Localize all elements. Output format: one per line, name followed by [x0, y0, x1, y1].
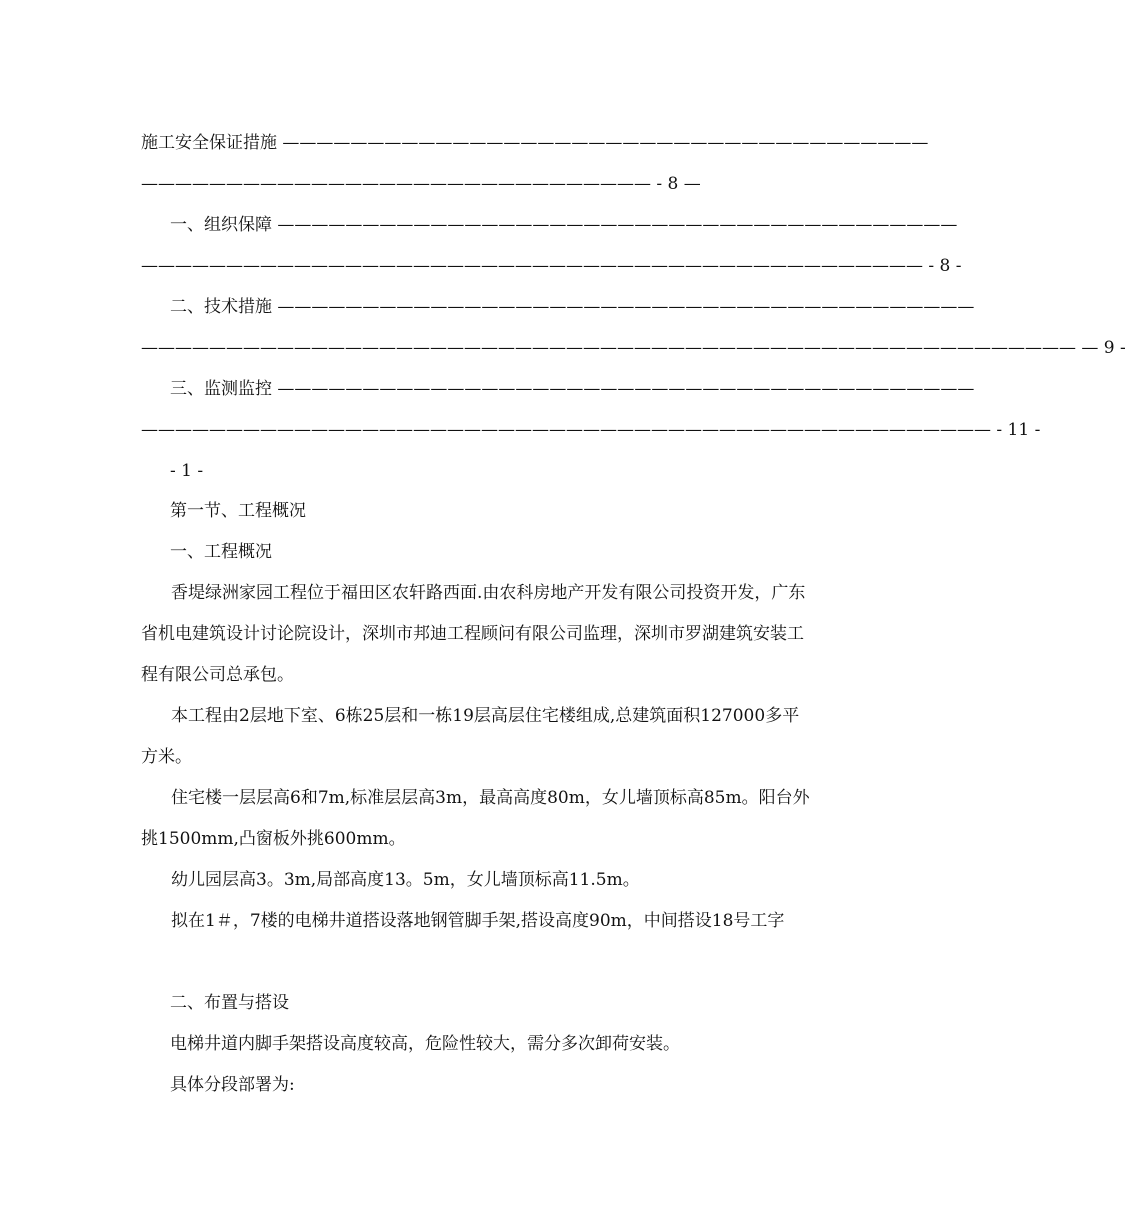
paragraph-project-location	[141, 573, 811, 696]
paragraph-scaffold-risk: 电梯井道内脚手架搭设高度较高，危险性较大，需分多次卸荷安装。	[170, 1034, 680, 1054]
toc-entry-3-continuation: ——————————————————————————————————————————————————————— — 9 -	[141, 338, 1126, 358]
paragraph-text: 本工程由2层地下室、6栋25层和一栋19层高层住宅楼组成,总建筑面积127000多平方米。	[141, 706, 800, 767]
paragraph-scaffold-plan	[141, 901, 811, 942]
subsection-title-overview: 一、工程概况	[170, 542, 272, 562]
toc-entry-1-continuation: —————————————————————————————— - 8 —	[141, 174, 701, 194]
subsection-title-layout: 二、布置与搭设	[170, 993, 289, 1013]
paragraph-text: 幼儿园层高3。3m,局部高度13。5m，女儿墙顶标高11.5m。	[171, 870, 640, 890]
section-title: 第一节、工程概况	[170, 501, 306, 521]
toc-entry-4-title: 三、监测监控 —————————————————————————————————————————	[170, 379, 975, 399]
paragraph-text: 住宅楼一层层高6和7m,标准层层高3m，最高高度80m，女儿墙顶标高85m。阳台外挑1500mm,凸窗板外挑600mm。	[141, 788, 810, 849]
toc-entry-2-continuation: —————————————————————————————————————————————— - 8 -	[141, 256, 962, 276]
toc-entry-3-title: 二、技术措施 —————————————————————————————————————————	[170, 297, 975, 317]
toc-entry-2-title: 一、组织保障 ————————————————————————————————————————	[170, 215, 958, 235]
toc-entry-4-continuation: —————————————————————————————————————————————————— - 11 -	[141, 420, 1041, 440]
toc-entry-1-title: 施工安全保证措施 ——————————————————————————————————————	[141, 133, 929, 153]
page-number: - 1 -	[170, 461, 204, 481]
paragraph-building-composition	[141, 696, 811, 778]
paragraph-text: 香堤绿洲家园工程位于福田区农轩路西面.由农科房地产开发有限公司投资开发，广东省机电建筑设计讨论院设计，深圳市邦迪工程顾问有限公司监理，深圳市罗湖建筑安装工程有限公司总承包。	[141, 583, 806, 685]
paragraph-kindergarten-heights	[141, 860, 811, 901]
paragraph-segment-deployment: 具体分段部署为:	[170, 1075, 295, 1095]
paragraph-text: 拟在1＃，7楼的电梯井道搭设落地钢管脚手架,搭设高度90m，中间搭设18号工字	[171, 911, 785, 931]
paragraph-residential-heights	[141, 778, 811, 860]
